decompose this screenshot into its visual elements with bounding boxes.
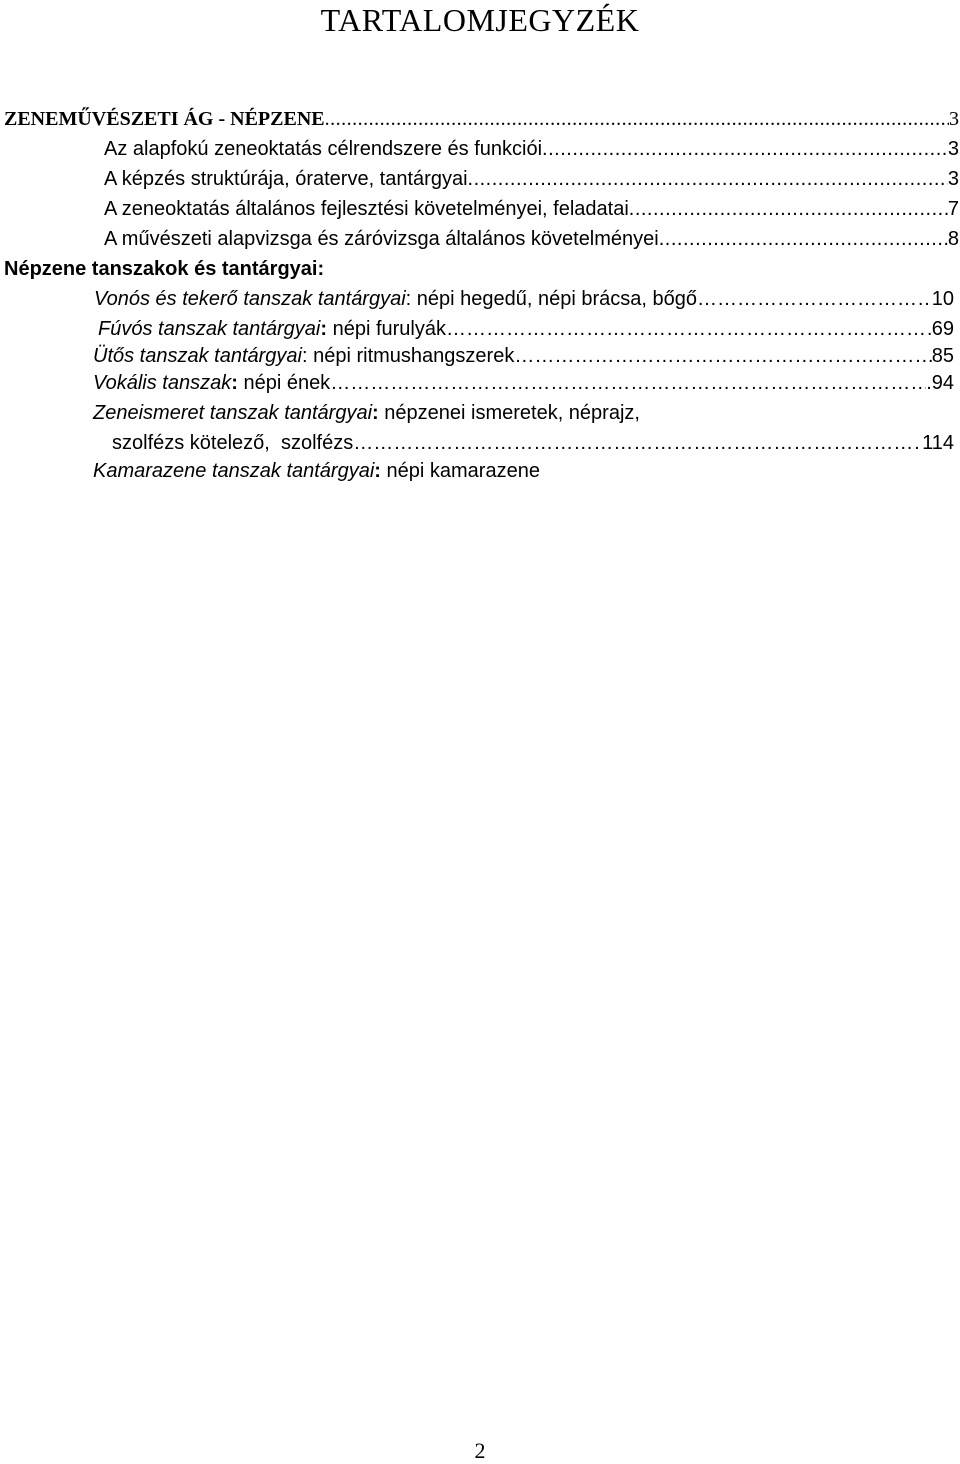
toc-subject-row[interactable]	[94, 284, 954, 314]
toc-item-label: A zeneoktatás általános fejlesztési követelményei, feladatai	[104, 198, 629, 220]
toc-colon: :	[231, 372, 238, 394]
toc-page-number: 3	[949, 108, 959, 130]
toc-subject-row[interactable]	[98, 314, 954, 344]
toc-colon: :	[372, 402, 379, 424]
toc-item-label: A művészeti alapvizsga és záróvizsga általános követelményei	[104, 228, 659, 250]
toc-subject-row[interactable]	[93, 341, 954, 371]
toc-subject-list: szolfézs kötelező, szolfézs	[112, 432, 354, 454]
toc-item-label: Az alapfokú zeneoktatás célrendszere és funkciói	[104, 138, 543, 160]
page-number-footer: 2	[474, 1438, 486, 1463]
toc-page-number: 10	[931, 288, 954, 310]
toc-page-number: 85	[931, 345, 954, 367]
toc-leader	[330, 368, 926, 398]
toc-subject-row[interactable]	[93, 368, 954, 398]
toc-leader	[629, 194, 948, 224]
toc-leader	[446, 314, 932, 344]
toc-dept-name: Kamarazene tanszak tantárgyai	[93, 460, 375, 482]
toc-page-number: 3	[947, 138, 959, 160]
toc-dept-name: Zeneismeret tanszak tantárgyai	[93, 402, 373, 424]
toc-dept-name: Ütős tanszak tantárgyai	[93, 345, 302, 367]
toc-subject-row[interactable]	[93, 456, 954, 486]
toc-page-number: 114	[922, 432, 954, 454]
toc-page-number: 69	[931, 318, 954, 340]
toc-leader	[514, 341, 931, 371]
toc-item[interactable]	[104, 224, 959, 254]
toc-main-heading-label: ZENEMŰVÉSZETI ÁG - NÉPZENE	[4, 108, 325, 130]
toc-page-number: 8	[947, 228, 959, 250]
toc-subject-row[interactable]	[112, 428, 954, 458]
toc-dept-name: Fúvós tanszak tantárgyai	[98, 318, 321, 340]
toc-page-number: 7	[947, 198, 959, 220]
toc-subject-list: népi ének	[237, 372, 331, 394]
toc-section-heading-label: Népzene tanszakok és tantárgyai:	[4, 258, 325, 280]
toc-page-number: 3	[947, 168, 959, 190]
toc-leader	[353, 428, 922, 458]
toc-colon: :	[374, 460, 381, 482]
toc-colon: :	[405, 288, 412, 310]
toc-section-heading	[4, 254, 944, 284]
toc-subject-list: népi furulyák	[327, 318, 446, 340]
toc-dept-name: Vonós és tekerő tanszak tantárgyai	[94, 288, 406, 310]
toc-colon: :	[302, 345, 308, 367]
toc-leader	[659, 224, 948, 254]
toc-item[interactable]	[104, 134, 959, 164]
toc-leader	[325, 104, 949, 134]
toc-item-label: A képzés struktúrája, óraterve, tantárgyai	[104, 168, 468, 190]
toc-leader	[468, 164, 948, 194]
toc-subject-row[interactable]	[93, 398, 954, 428]
toc-subject-list: népi kamarazene	[380, 460, 540, 482]
toc-main-heading[interactable]	[4, 104, 959, 134]
toc-subject-list: népzenei ismeretek, néprajz,	[378, 402, 640, 424]
toc-page-number: .94	[926, 372, 954, 394]
toc-colon: :	[320, 318, 328, 340]
toc-leader	[542, 134, 948, 164]
toc-item[interactable]	[104, 194, 959, 224]
toc-subject-list: népi hegedű, népi brácsa, bőgő	[411, 288, 698, 310]
toc-subject-list: népi ritmushangszerek	[307, 345, 515, 367]
page-title: TARTALOMJEGYZÉK	[320, 2, 640, 38]
toc-item[interactable]	[104, 164, 959, 194]
toc-leader	[697, 284, 932, 314]
toc-dept-name: Vokális tanszak	[93, 372, 232, 394]
